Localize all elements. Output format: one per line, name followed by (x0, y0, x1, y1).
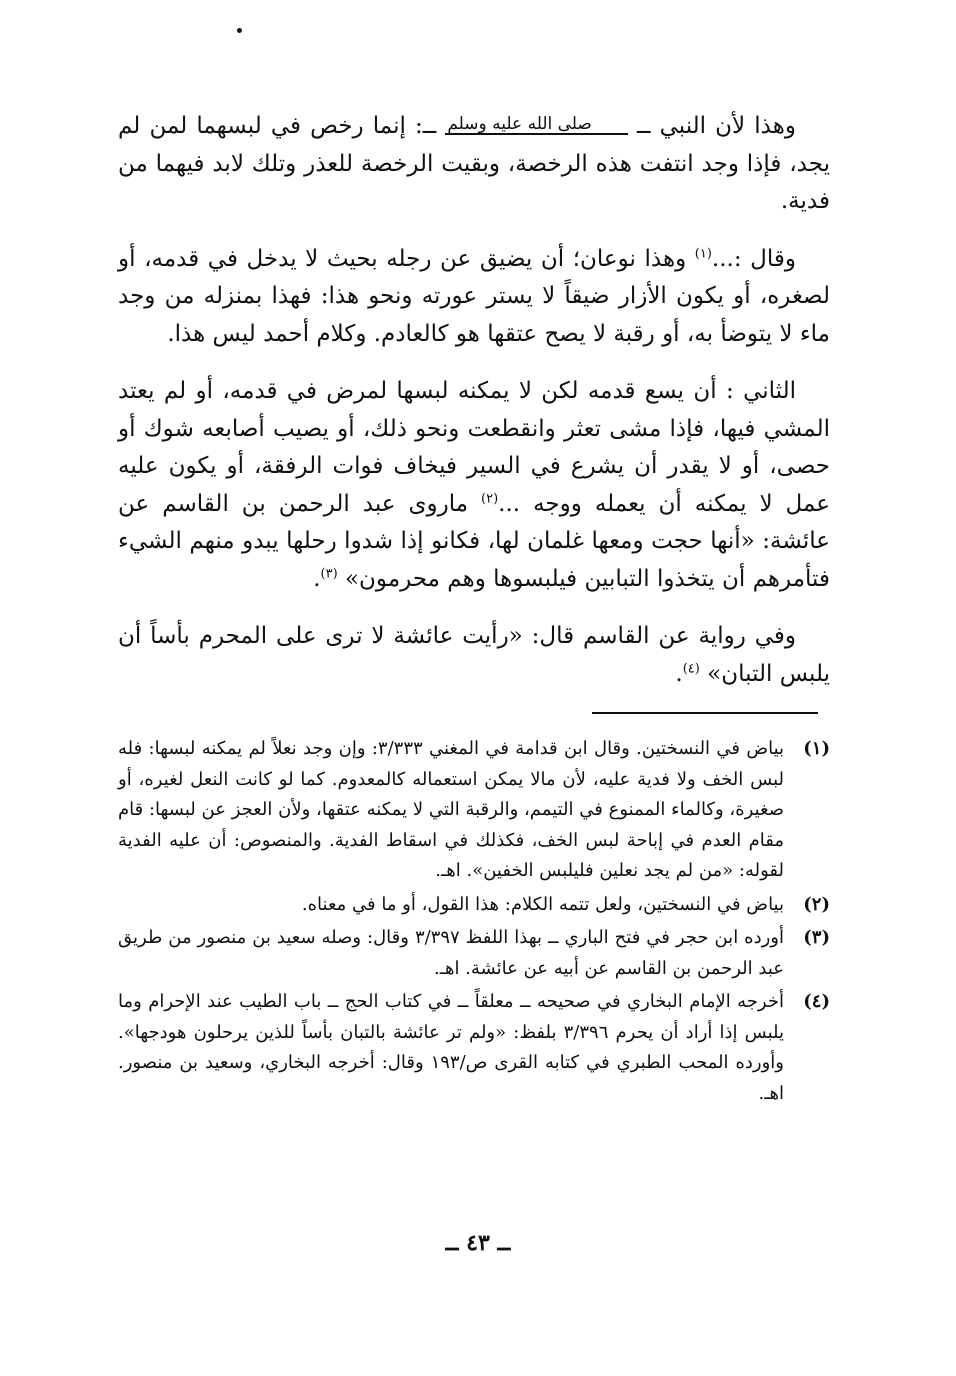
paragraph-4: وفي رواية عن القاسم قال: «رأيت عائشة لا ترى على المحرم بأساً أن يلبس التبان» $^{(٤)}$. (118, 623, 830, 687)
paragraph-1: وهذا لأن النبي ــ صلى الله عليه وسلم ــ: إنما رخص في لبسهما لمن لم يجد، فإذا وجد انتفت هذه الرخصة، وبقيت الرخصة للعذر وتلك لابد فيهما من فدية. (118, 113, 830, 214)
footnote-ref-3[interactable]: (٣) (320, 565, 338, 581)
footnote-number: (١) (803, 738, 830, 759)
footnote-ref-4[interactable]: (٤) (682, 660, 700, 676)
footnotes (118, 734, 830, 1112)
footnote-text: بياض في النسختين. وقال ابن قدامة في المغني ٣/٣٣٣: وإن وجد نعلاً لم يمكنه لبسها: فله لبس الخف ولا فدية عليه، لأن مالا يمكن استعماله كالمعدوم. كما لو كانت النعل لغيره، أو صغيرة، وكالماء الممنوع في التيمم، والرقبة التي لا يمكنه عتقها، ولأن العجز عن لبسها: قام مقام العدم في إباحة لبس الخف، فكذلك في اسقاط الفدية. والمنصوص: أن عليه الفدية لقوله: «من لم يجد نعلين فليلبس الخفين». اهـ. (118, 738, 785, 881)
paragraph-2: وقال :...$^{(١)}$ وهذا نوعان؛ أن يضيق عن رجله بحيث لا يدخل في قدمه، أو لصغره، أو يكون الأزار ضيقاً لا يستر عورته ونحو هذا: فهذا بمنزله من وجد ماء لا يتوضأ به، أو رقبة لا يصح عتقها هو كالعادم. وكلام أحمد ليس هذا. (118, 245, 830, 347)
footnote-3 (118, 923, 830, 984)
footnote-1 (118, 734, 830, 887)
footnote-ref-2[interactable]: (٢) (481, 490, 499, 506)
salla-glyph: صلى الله عليه وسلم (445, 115, 628, 135)
paragraph-3: الثاني : أن يسع قدمه لكن لا يمكنه لبسها لمرض في قدمه، أو لم يعتد المشي فيها، فإذا مشى تعثر وانقطعت ونحو ذلك، أو يصيب أصابعه شوك أو حصى، أو لا يقدر أن يشرع في السير فيخاف فوات الرفقة، أو يكون عليه عمل لا يمكنه أن يعمله ووجه ...$^{(٢)}$ ماروى عبد الرحمن بن القاسم عن عائشة: «أنها حجت ومعها غلمان لها، فكانو إذا شدوا رحلها يبدو منهم الشيء فتأمرهم أن يتخذوا التبابين فيلبسوها وهم محرمون» $^{(٣)}$. (118, 378, 830, 592)
footnote-ref-1[interactable]: (١) (694, 245, 712, 261)
footnote-text: أخرجه الإمام البخاري في صحيحه ــ معلقاً ــ في كتاب الحج ــ باب الطيب عند الإحرام وما يلبس إذا أراد أن يحرم ٣/٣٩٦ بلفظ: «ولم تر عائشة بالتبان بأساً للذين يرحلون هودجها». وأورده المحب الطبري في كتابه القرى ص/١٩٣ وقال: أخرجه البخاري، وسعيد بن منصور. اهـ. (118, 991, 785, 1104)
footnote-number: (٢) (803, 893, 830, 915)
footnote-2 (118, 890, 830, 921)
page-number: ــ ٤٣ ــ (445, 1230, 511, 1256)
footnote-number: (٣) (803, 927, 830, 948)
footnote-text: بياض في النسختين، ولعل تتمه الكلام: هذا القول، أو ما في معناه. (301, 893, 784, 915)
main-text (118, 108, 830, 713)
footnote-text: أورده ابن حجر في فتح الباري ــ بهذا اللفظ ٣/٣٩٧ وقال: وصله سعيد بن منصور من طريق عبد الرحمن بن القاسم عن أبيه عن عائشة. اهـ. (118, 927, 784, 979)
ink-speck (237, 28, 242, 33)
footnote-separator (592, 712, 818, 714)
footnote-4 (118, 987, 830, 1109)
footnote-number: (٤) (803, 991, 830, 1012)
